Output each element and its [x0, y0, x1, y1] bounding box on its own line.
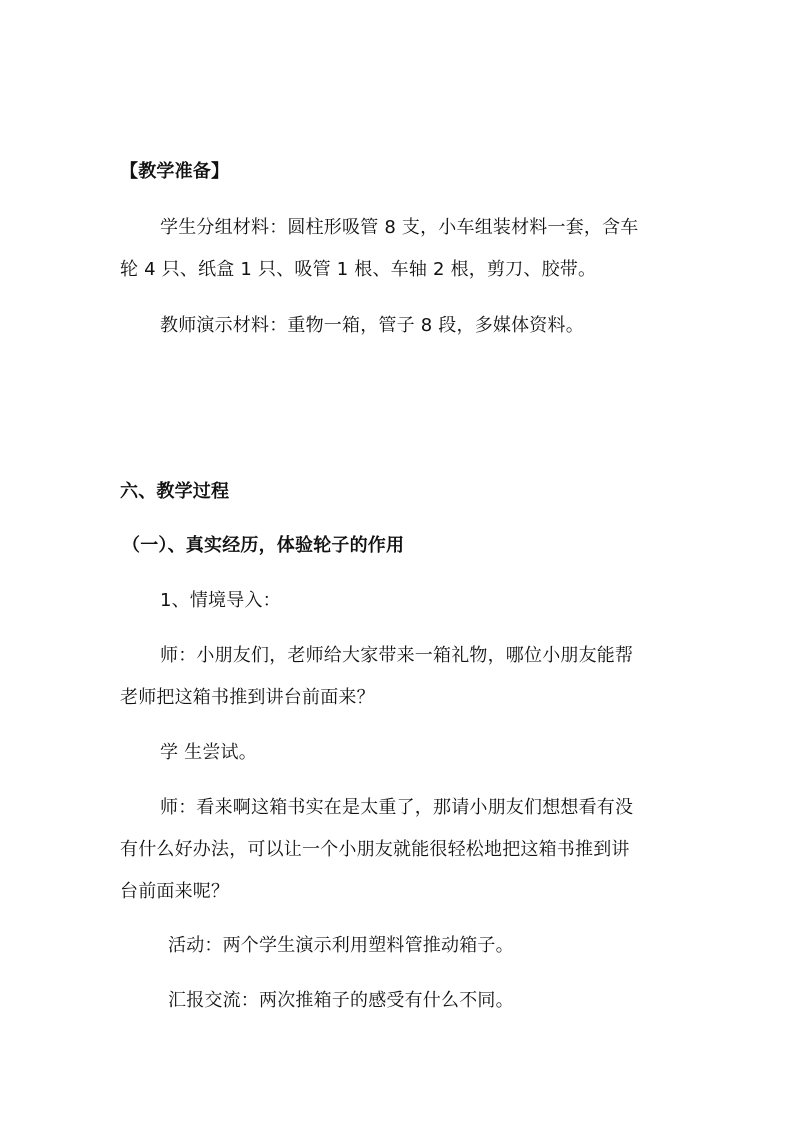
student-attempt: 学 生尝试。 [160, 742, 257, 763]
teacher-dialogue-2-line-1: 师：看来啊这箱书实在是太重了，那请小朋友们想想看有没 [160, 797, 634, 818]
teacher-materials: 教师演示材料：重物一箱，管子 8 段，多媒体资料。 [160, 315, 584, 336]
student-materials-line-1: 学生分组材料：圆柱形吸管 8 支，小车组装材料一套，含车 [160, 217, 639, 238]
teacher-dialogue-1-line-1: 师：小朋友们，老师给大家带来一箱礼物，哪位小朋友能帮 [160, 645, 634, 666]
activity-line: 活动：两个学生演示利用塑料管推动箱子。 [168, 935, 514, 956]
teacher-dialogue-2-line-3: 台前面来呢？ [120, 881, 230, 902]
student-materials-line-2: 轮 4 只、纸盒 1 只、吸管 1 根、车轴 2 根，剪刀、胶带。 [120, 259, 597, 280]
teacher-dialogue-1-line-2: 老师把这箱书推到讲台前面来？ [120, 687, 375, 708]
step-1-label: 1、情境导入： [160, 590, 281, 611]
process-subheading: （一）、真实经历，体验轮子的作用 [122, 535, 405, 556]
report-line: 汇报交流：两次推箱子的感受有什么不同。 [168, 990, 514, 1011]
process-heading: 六、教学过程 [120, 481, 230, 502]
teacher-dialogue-2-line-2: 有什么好办法，可以让一个小朋友就能很轻松地把这箱书推到讲 [120, 839, 630, 860]
prep-heading: 【教学准备】 [120, 161, 230, 182]
